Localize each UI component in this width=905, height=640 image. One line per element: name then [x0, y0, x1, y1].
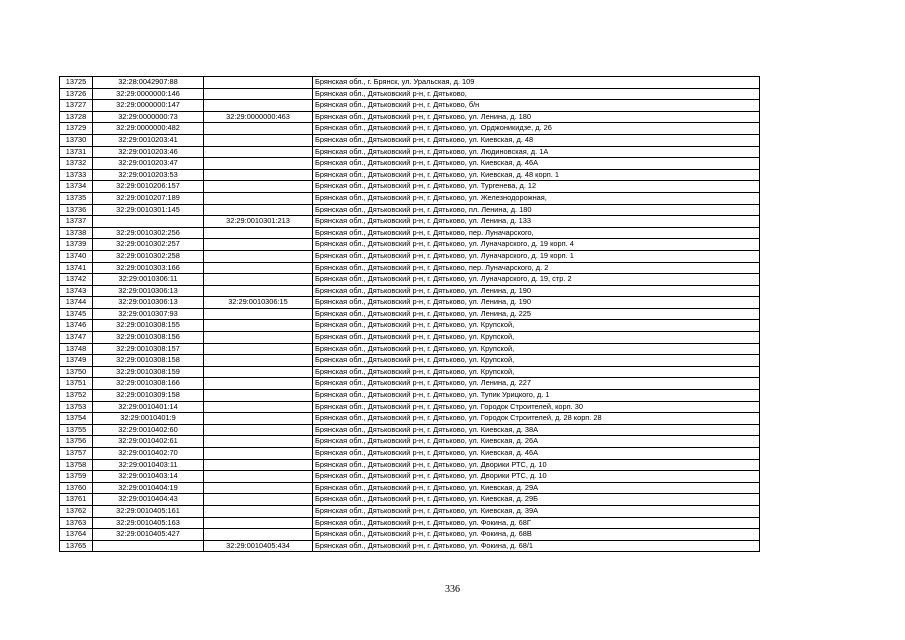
row-number-cell: 13733: [60, 169, 93, 181]
row-number-cell: 13736: [60, 204, 93, 216]
cadastral-number-secondary-cell: [204, 332, 313, 344]
cadastral-number-cell: 32:29:0010203:41: [93, 134, 204, 146]
row-number-cell: 13757: [60, 448, 93, 460]
address-cell: Брянская обл., Дятьковский р-н, г. Дятьково, ул. Городок Строителей, д. 28 корп. 28: [313, 413, 760, 425]
address-cell: Брянская обл., Дятьковский р-н, г. Дятьково, ул. Крупской,: [313, 332, 760, 344]
cadastral-number-secondary-cell: 32:29:0010301:213: [204, 216, 313, 228]
row-number-cell: 13765: [60, 540, 93, 552]
cadastral-number-secondary-cell: [204, 459, 313, 471]
cadastral-number-secondary-cell: [204, 250, 313, 262]
address-cell: Брянская обл., Дятьковский р-н, г. Дятьково, ул. Ленина, д. 227: [313, 378, 760, 390]
table-row: [60, 378, 760, 390]
cadastral-number-secondary-cell: [204, 390, 313, 402]
address-cell: Брянская обл., Дятьковский р-н, г. Дятьково, ул. Крупской,: [313, 366, 760, 378]
address-cell: Брянская обл., Дятьковский р-н, г. Дятьково, ул. Киевская, д. 29Б: [313, 494, 760, 506]
row-number-cell: 13725: [60, 77, 93, 89]
address-cell: Брянская обл., Дятьковский р-н, г. Дятьково, ул. Киевская, д. 46А: [313, 158, 760, 170]
address-cell: Брянская обл., Дятьковский р-н, г. Дятьково, ул. Луначарского, д. 19, стр. 2: [313, 274, 760, 286]
cadastral-number-cell: [93, 540, 204, 552]
row-number-cell: 13731: [60, 146, 93, 158]
row-number-cell: 13729: [60, 123, 93, 135]
address-cell: Брянская обл., Дятьковский р-н, г. Дятьково, ул. Ленина, д. 190: [313, 285, 760, 297]
cadastral-number-secondary-cell: [204, 482, 313, 494]
table-row: [60, 192, 760, 204]
cadastral-number-cell: 32:29:0010401:14: [93, 401, 204, 413]
row-number-cell: 13735: [60, 192, 93, 204]
page-number: 336: [445, 584, 460, 595]
table-row: [60, 308, 760, 320]
table-row: [60, 505, 760, 517]
cadastral-number-secondary-cell: [204, 529, 313, 541]
cadastral-number-secondary-cell: [204, 77, 313, 89]
table-row: [60, 366, 760, 378]
cadastral-number-cell: 32:29:0010308:166: [93, 378, 204, 390]
table-row: [60, 285, 760, 297]
cadastral-number-cell: 32:29:0010405:161: [93, 505, 204, 517]
cadastral-number-cell: 32:29:0010207:189: [93, 192, 204, 204]
cadastral-number-secondary-cell: [204, 436, 313, 448]
cadastral-number-cell: 32:29:0010206:157: [93, 181, 204, 193]
table-row: [60, 424, 760, 436]
cadastral-number-cell: 32:29:0010403:11: [93, 459, 204, 471]
cadastral-number-cell: 32:29:0010308:156: [93, 332, 204, 344]
table-row: [60, 204, 760, 216]
cadastral-number-secondary-cell: [204, 285, 313, 297]
table-row: [60, 134, 760, 146]
table-row: [60, 274, 760, 286]
cadastral-number-cell: 32:29:0010302:257: [93, 239, 204, 251]
cadastral-number-cell: 32:29:0000000:73: [93, 111, 204, 123]
row-number-cell: 13756: [60, 436, 93, 448]
cadastral-number-cell: 32:29:0010203:46: [93, 146, 204, 158]
table-row: [60, 355, 760, 367]
registry-table: [59, 76, 760, 552]
row-number-cell: 13750: [60, 366, 93, 378]
cadastral-number-cell: 32:29:0010405:163: [93, 517, 204, 529]
address-cell: Брянская обл., Дятьковский р-н, г. Дятьково, ул. Крупской,: [313, 343, 760, 355]
row-number-cell: 13762: [60, 505, 93, 517]
cadastral-number-cell: 32:29:0000000:146: [93, 88, 204, 100]
cadastral-number-cell: 32:29:0010309:158: [93, 390, 204, 402]
address-cell: Брянская обл., г. Брянск, ул. Уральская, д. 109: [313, 77, 760, 89]
row-number-cell: 13761: [60, 494, 93, 506]
cadastral-number-secondary-cell: [204, 88, 313, 100]
cadastral-number-cell: 32:29:0010404:19: [93, 482, 204, 494]
address-cell: Брянская обл., Дятьковский р-н, г. Дятьково, ул. Фокина, д. 68В: [313, 529, 760, 541]
address-cell: Брянская обл., Дятьковский р-н, г. Дятьково, б/н: [313, 100, 760, 112]
address-cell: Брянская обл., Дятьковский р-н, г. Дятьково, ул. Железнодорожная,: [313, 192, 760, 204]
cadastral-number-cell: 32:29:0010401:9: [93, 413, 204, 425]
cadastral-number-secondary-cell: 32:29:0010306:15: [204, 297, 313, 309]
cadastral-number-cell: 32:29:0000000:147: [93, 100, 204, 112]
address-cell: Брянская обл., Дятьковский р-н, г. Дятьково, пер. Луначарского, д. 2: [313, 262, 760, 274]
cadastral-number-secondary-cell: [204, 274, 313, 286]
row-number-cell: 13751: [60, 378, 93, 390]
table-row: [60, 494, 760, 506]
table-row: [60, 239, 760, 251]
cadastral-number-cell: 32:29:0010405:427: [93, 529, 204, 541]
row-number-cell: 13746: [60, 320, 93, 332]
cadastral-number-secondary-cell: 32:29:0000000:463: [204, 111, 313, 123]
address-cell: Брянская обл., Дятьковский р-н, г. Дятьково, ул. Киевская, д. 29А: [313, 482, 760, 494]
row-number-cell: 13755: [60, 424, 93, 436]
cadastral-number-cell: 32:29:0010308:155: [93, 320, 204, 332]
table-row: [60, 459, 760, 471]
cadastral-number-cell: 32:29:0010306:13: [93, 297, 204, 309]
cadastral-number-cell: 32:29:0010203:53: [93, 169, 204, 181]
address-cell: Брянская обл., Дятьковский р-н, г. Дятьково, ул. Киевская, д. 48 корп. 1: [313, 169, 760, 181]
address-cell: Брянская обл., Дятьковский р-н, г. Дятьково,: [313, 88, 760, 100]
table-row: [60, 332, 760, 344]
cadastral-number-cell: 32:29:0010306:11: [93, 274, 204, 286]
cadastral-number-secondary-cell: [204, 424, 313, 436]
address-cell: Брянская обл., Дятьковский р-н, г. Дятьково, ул. Луначарского, д. 19 корп. 4: [313, 239, 760, 251]
table-row: [60, 436, 760, 448]
cadastral-number-secondary-cell: [204, 239, 313, 251]
row-number-cell: 13748: [60, 343, 93, 355]
table-row: [60, 227, 760, 239]
row-number-cell: 13763: [60, 517, 93, 529]
address-cell: Брянская обл., Дятьковский р-н, г. Дятьково, ул. Киевская, д. 39А: [313, 505, 760, 517]
row-number-cell: 13730: [60, 134, 93, 146]
row-number-cell: 13726: [60, 88, 93, 100]
row-number-cell: 13758: [60, 459, 93, 471]
cadastral-number-secondary-cell: [204, 146, 313, 158]
table-row: [60, 123, 760, 135]
table-row: [60, 181, 760, 193]
address-cell: Брянская обл., Дятьковский р-н, г. Дятьково, пер. Луначарского,: [313, 227, 760, 239]
cadastral-number-cell: 32:29:0010308:157: [93, 343, 204, 355]
row-number-cell: 13743: [60, 285, 93, 297]
cadastral-number-cell: 32:29:0010402:60: [93, 424, 204, 436]
address-cell: Брянская обл., Дятьковский р-н, г. Дятьково, ул. Киевская, д. 48: [313, 134, 760, 146]
row-number-cell: 13737: [60, 216, 93, 228]
address-cell: Брянская обл., Дятьковский р-н, г. Дятьково, ул. Ленина, д. 180: [313, 111, 760, 123]
row-number-cell: 13754: [60, 413, 93, 425]
address-cell: Брянская обл., Дятьковский р-н, г. Дятьково, ул. Дворики РТС, д. 10: [313, 459, 760, 471]
cadastral-number-cell: 32:29:0010404:43: [93, 494, 204, 506]
cadastral-number-secondary-cell: [204, 494, 313, 506]
table-row: [60, 320, 760, 332]
table-row: [60, 343, 760, 355]
address-cell: Брянская обл., Дятьковский р-н, г. Дятьково, ул. Городок Строителей, корп. 30: [313, 401, 760, 413]
cadastral-number-secondary-cell: [204, 471, 313, 483]
cadastral-number-cell: 32:29:0010301:145: [93, 204, 204, 216]
cadastral-number-cell: 32:29:0010302:258: [93, 250, 204, 262]
cadastral-number-cell: [93, 216, 204, 228]
table-row: [60, 262, 760, 274]
row-number-cell: 13749: [60, 355, 93, 367]
table-row: [60, 540, 760, 552]
cadastral-number-cell: 32:29:0010302:256: [93, 227, 204, 239]
cadastral-number-secondary-cell: [204, 343, 313, 355]
row-number-cell: 13741: [60, 262, 93, 274]
row-number-cell: 13742: [60, 274, 93, 286]
cadastral-number-secondary-cell: [204, 413, 313, 425]
cadastral-number-secondary-cell: [204, 192, 313, 204]
table-row: [60, 158, 760, 170]
row-number-cell: 13760: [60, 482, 93, 494]
address-cell: Брянская обл., Дятьковский р-н, г. Дятьково, ул. Луначарского, д. 19 корп. 1: [313, 250, 760, 262]
cadastral-number-cell: 32:28:0042907:88: [93, 77, 204, 89]
cadastral-number-secondary-cell: [204, 366, 313, 378]
address-cell: Брянская обл., Дятьковский р-н, г. Дятьково, ул. Крупской,: [313, 355, 760, 367]
table-row: [60, 77, 760, 89]
cadastral-number-cell: 32:29:0010403:14: [93, 471, 204, 483]
table-row: [60, 216, 760, 228]
row-number-cell: 13759: [60, 471, 93, 483]
cadastral-number-secondary-cell: [204, 134, 313, 146]
cadastral-number-secondary-cell: [204, 517, 313, 529]
cadastral-number-secondary-cell: [204, 181, 313, 193]
table-row: [60, 390, 760, 402]
cadastral-number-secondary-cell: [204, 401, 313, 413]
address-cell: Брянская обл., Дятьковский р-н, г. Дятьково, ул. Крупской,: [313, 320, 760, 332]
address-cell: Брянская обл., Дятьковский р-н, г. Дятьково, ул. Ленина, д. 225: [313, 308, 760, 320]
row-number-cell: 13740: [60, 250, 93, 262]
row-number-cell: 13739: [60, 239, 93, 251]
table-row: [60, 448, 760, 460]
cadastral-number-cell: 32:29:0010203:47: [93, 158, 204, 170]
row-number-cell: 13753: [60, 401, 93, 413]
row-number-cell: 13744: [60, 297, 93, 309]
cadastral-number-cell: 32:29:0010307:93: [93, 308, 204, 320]
row-number-cell: 13732: [60, 158, 93, 170]
row-number-cell: 13727: [60, 100, 93, 112]
address-cell: Брянская обл., Дятьковский р-н, г. Дятьково, ул. Фокина, д. 68Г: [313, 517, 760, 529]
cadastral-number-secondary-cell: [204, 355, 313, 367]
cadastral-number-secondary-cell: [204, 505, 313, 517]
table-row: [60, 471, 760, 483]
cadastral-number-secondary-cell: [204, 227, 313, 239]
table-row: [60, 529, 760, 541]
cadastral-number-secondary-cell: [204, 262, 313, 274]
cadastral-number-cell: 32:29:0010303:166: [93, 262, 204, 274]
address-cell: Брянская обл., Дятьковский р-н, г. Дятьково, пл. Ленина, д. 180: [313, 204, 760, 216]
cadastral-number-cell: 32:29:0010308:159: [93, 366, 204, 378]
table-row: [60, 517, 760, 529]
row-number-cell: 13764: [60, 529, 93, 541]
table-row: [60, 169, 760, 181]
cadastral-number-secondary-cell: [204, 320, 313, 332]
table-row: [60, 297, 760, 309]
table-row: [60, 88, 760, 100]
address-cell: Брянская обл., Дятьковский р-н, г. Дятьково, ул. Тупик Урицкого, д. 1: [313, 390, 760, 402]
cadastral-number-secondary-cell: [204, 100, 313, 112]
address-cell: Брянская обл., Дятьковский р-н, г. Дятьково, ул. Ленина, д. 190: [313, 297, 760, 309]
table-row: [60, 401, 760, 413]
table-row: [60, 100, 760, 112]
address-cell: Брянская обл., Дятьковский р-н, г. Дятьково, ул. Дворики РТС, д. 10: [313, 471, 760, 483]
registry-table-body: [60, 77, 760, 552]
address-cell: Брянская обл., Дятьковский р-н, г. Дятьково, ул. Ленина, д. 133: [313, 216, 760, 228]
address-cell: Брянская обл., Дятьковский р-н, г. Дятьково, ул. Людиновская, д. 1А: [313, 146, 760, 158]
row-number-cell: 13747: [60, 332, 93, 344]
cadastral-number-secondary-cell: [204, 158, 313, 170]
cadastral-number-cell: 32:29:0010402:61: [93, 436, 204, 448]
address-cell: Брянская обл., Дятьковский р-н, г. Дятьково, ул. Киевская, д. 46А: [313, 448, 760, 460]
cadastral-number-secondary-cell: [204, 448, 313, 460]
table-row: [60, 250, 760, 262]
table-row: [60, 111, 760, 123]
address-cell: Брянская обл., Дятьковский р-н, г. Дятьково, ул. Орджоникидзе, д. 26: [313, 123, 760, 135]
row-number-cell: 13745: [60, 308, 93, 320]
table-row: [60, 482, 760, 494]
row-number-cell: 13752: [60, 390, 93, 402]
address-cell: Брянская обл., Дятьковский р-н, г. Дятьково, ул. Фокина, д. 68/1: [313, 540, 760, 552]
cadastral-number-secondary-cell: [204, 308, 313, 320]
cadastral-number-secondary-cell: 32:29:0010405:434: [204, 540, 313, 552]
cadastral-number-secondary-cell: [204, 378, 313, 390]
address-cell: Брянская обл., Дятьковский р-н, г. Дятьково, ул. Киевская, д. 38А: [313, 424, 760, 436]
table-row: [60, 146, 760, 158]
cadastral-number-cell: 32:29:0010306:13: [93, 285, 204, 297]
row-number-cell: 13734: [60, 181, 93, 193]
row-number-cell: 13728: [60, 111, 93, 123]
cadastral-number-secondary-cell: [204, 123, 313, 135]
table-row: [60, 413, 760, 425]
cadastral-number-secondary-cell: [204, 204, 313, 216]
cadastral-number-cell: 32:29:0010402:70: [93, 448, 204, 460]
address-cell: Брянская обл., Дятьковский р-н, г. Дятьково, ул. Киевская, д. 26А: [313, 436, 760, 448]
cadastral-number-secondary-cell: [204, 169, 313, 181]
address-cell: Брянская обл., Дятьковский р-н, г. Дятьково, ул. Тургенева, д. 12: [313, 181, 760, 193]
row-number-cell: 13738: [60, 227, 93, 239]
cadastral-number-cell: 32:29:0000000:482: [93, 123, 204, 135]
cadastral-number-cell: 32:29:0010308:158: [93, 355, 204, 367]
